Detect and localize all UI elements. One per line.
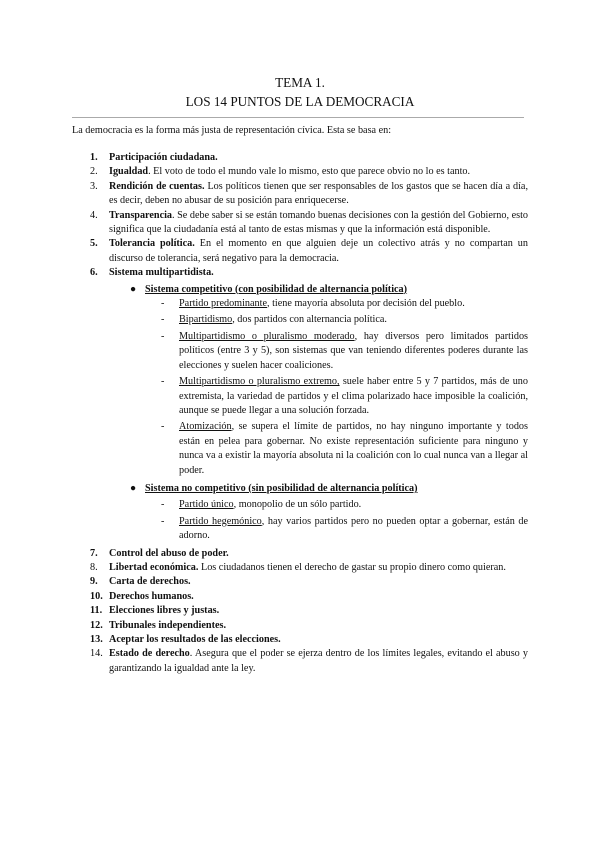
item-text: Los ciudadanos tienen el derecho de gastar su propio dinero como quieran. <box>198 561 506 573</box>
item-heading: Tribunales independientes. <box>109 619 226 631</box>
list-item <box>90 180 528 209</box>
sub-entry <box>161 420 528 478</box>
item-heading: Tolerancia política. <box>109 238 195 250</box>
dash-icon: - <box>161 421 165 433</box>
entry-text: suele haber entre 5 y 7 partidos, más de uno extremista, la variedad de partidos y el clima polarizado hace imposible la coalición, aunque se puede llegar a una solución forzada. <box>179 376 528 416</box>
item-heading: Rendición de cuentas. <box>109 180 205 192</box>
item-heading: Aceptar los resultados de las elecciones. <box>109 634 281 645</box>
title-line-2: LOS 14 PUNTOS DE LA DEMOCRACIA <box>185 94 415 109</box>
entry-text: , dos partidos con alternancia política. <box>232 314 387 326</box>
item-heading: Libertad económica. <box>109 561 199 573</box>
list-item <box>90 547 528 561</box>
list-item <box>90 604 528 618</box>
list-item <box>90 633 528 647</box>
item-number: 5. <box>90 238 98 250</box>
entry-term: Multipartidismo o pluralismo moderado <box>179 330 355 342</box>
item-number: 1. <box>90 152 98 163</box>
item-heading: Control del abuso de poder. <box>109 547 229 559</box>
entry-term: Partido único <box>179 499 234 511</box>
item-text: Los políticos tienen que ser responsables de los gastos que se hacen día a día, es decir, deben no abusar de su posición para enriquecerse. <box>109 180 528 207</box>
dash-icon: - <box>161 376 165 388</box>
list-item <box>90 619 528 633</box>
item-text: . El voto de todo el mundo vale lo mismo, esto que parece obvio no lo es tanto. <box>148 166 471 178</box>
entry-term: Atomización <box>179 421 232 433</box>
bullet-icon: ● <box>130 283 137 295</box>
document-title <box>0 73 600 111</box>
item-number: 10. <box>90 590 103 602</box>
list-item <box>90 237 528 266</box>
title-divider <box>72 117 524 118</box>
entry-text: , se supera el límite de partidos, no hay ninguno importante y todos están en pelea para gobernar. No existe representación suficiente para ninguno y nunca va a existir la mayoría absoluta ni la coalición con lo cual nunca van a llegar al poder. <box>179 421 528 476</box>
item-heading: Participación ciudadana. <box>109 152 218 163</box>
list-item <box>90 165 528 179</box>
list-item <box>90 151 528 165</box>
list-item <box>90 209 528 238</box>
sub-entry <box>161 297 528 311</box>
entry-term: Multipartidismo o pluralismo extremo, <box>179 376 340 388</box>
item-heading: Estado de derecho <box>109 648 190 660</box>
entry-text: , hay diversos pero limitados partidos políticos (entre 3 y 5), son sistemas que van teniendo diferentes poderes durante las elecciones y suelen hacer coaliciones. <box>179 330 528 371</box>
item-number: 13. <box>90 634 103 645</box>
bullet-icon: ● <box>130 482 137 494</box>
item-number: 8. <box>90 561 98 573</box>
sub-entry <box>161 515 528 544</box>
list-item <box>90 590 528 604</box>
dash-icon: - <box>161 314 165 326</box>
entry-text: , tiene mayoría absoluta por decisión del pueblo. <box>267 298 465 310</box>
entry-term: Partido hegemónico <box>179 515 262 527</box>
entry-term: Partido predominante <box>179 298 267 310</box>
sub-entry <box>161 330 528 373</box>
sublist-noncompetitive <box>90 482 528 496</box>
item-heading: Transparencia <box>109 209 173 221</box>
title-line-1: TEMA 1. <box>275 75 325 90</box>
entry-text: , hay varios partidos pero no pueden optar a gobernar, están de adorno. <box>179 515 528 542</box>
item-text: En el momento en que alguien deje un colectivo atrás y no compartan un discurso de tolerancia, será negativo para la democracia. <box>109 238 528 264</box>
entry-text: , monopolio de un sólo partido. <box>233 499 362 511</box>
item-heading: Sistema multipartidista. <box>109 267 214 279</box>
list-item <box>90 561 528 575</box>
list-item <box>90 575 528 589</box>
item-number: 14. <box>90 648 103 660</box>
dash-icon: - <box>161 515 165 527</box>
item-heading: Carta de derechos. <box>109 576 191 588</box>
list-item <box>90 266 528 280</box>
dash-icon: - <box>161 499 165 511</box>
item-number: 4. <box>90 209 98 221</box>
sub-entry <box>161 498 528 512</box>
item-number: 2. <box>90 166 98 178</box>
intro-paragraph: La democracia es la forma más justa de representación cívica. Esta se basa en: <box>72 125 392 136</box>
item-heading: Igualdad <box>109 166 149 178</box>
item-heading: Derechos humanos. <box>109 590 194 602</box>
dash-icon: - <box>161 330 165 342</box>
item-text: . Asegura que el poder se ejerza dentro de los límites legales, evitando el abuso y garantizando la igualdad ante la ley. <box>109 648 528 674</box>
item-number: 9. <box>90 576 98 588</box>
points-list <box>90 151 528 676</box>
sublist-heading: Sistema no competitivo (sin posibilidad de alternancia política) <box>145 482 418 494</box>
item-number: 6. <box>90 267 98 279</box>
item-number: 3. <box>90 180 98 192</box>
item-number: 7. <box>90 547 98 559</box>
sub-entry <box>161 313 528 327</box>
dash-icon: - <box>161 298 165 310</box>
list-item <box>90 647 528 676</box>
item-number: 11. <box>90 605 103 617</box>
item-heading: Elecciones libres y justas. <box>109 605 220 617</box>
sublist-competitive <box>90 283 528 297</box>
item-number: 12. <box>90 619 103 631</box>
sublist-heading: Sistema competitivo (con posibilidad de alternancia política) <box>145 283 408 295</box>
item-text: . Se debe saber si se están tomando buenas decisiones con la gestión del Gobierno, esto significa que la ciudadanía está al tanto de estas mismas y que la información está disponible. <box>109 209 528 236</box>
entry-term: Bipartidismo <box>179 314 233 326</box>
sub-entry <box>161 375 528 418</box>
